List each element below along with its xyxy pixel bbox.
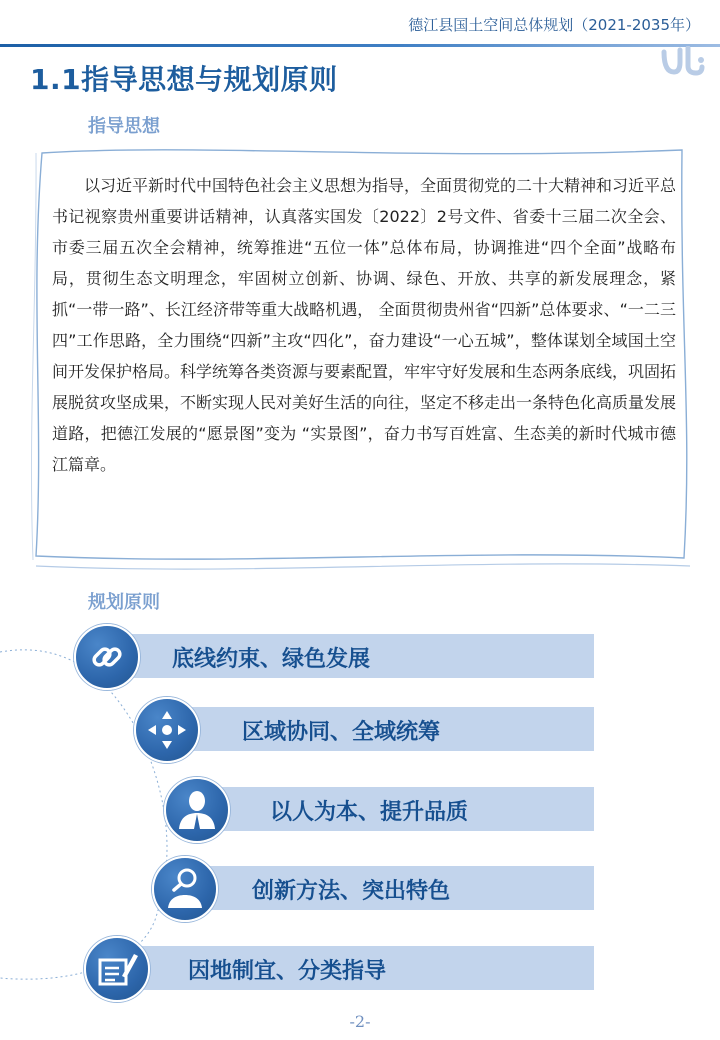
principle-label-3: 以人为本、提升品质: [270, 800, 469, 825]
principles-heading: 规划原则: [88, 592, 160, 613]
document-pen-icon: [84, 936, 150, 1002]
page-number: -2-: [349, 1012, 371, 1031]
guiding-heading: 指导思想: [88, 116, 160, 137]
search-person-icon: [152, 856, 218, 922]
arrows-icon: [134, 697, 200, 763]
guiding-body: 以习近平新时代中国特色社会主义思想为指导，全面贯彻党的二十大精神和习近平总书记视察贵州重要讲话精神，认真落实国发〔2022〕2号文件、省委十三届二次全会、市委三届五次全会精神，统筹推进“五位一体”总体布局，协调推进“四个全面”战略布局，贯彻生态文明理念，牢固树立创新、协调、绿色、开放、共享的新发展理念，紧抓“一带一路”、长江经济带等重大战略机遇， 全面贯彻贵州省“四新”总体要求、“一二三四”工作思路，全力围绕“四新”主攻“四化”，奋力建设“一心五城”，整体谋划全域国土空间开发保护格局。科学统筹各类资源与要素配置，牢牢守好发展和生态两条底线，巩固拓展脱贫攻坚成果，不断实现人民对美好生活的向往，坚定不移走出一条特色化高质量发展道路，把德江发展的“愿景图”变为 “实景图”，奋力书写百姓富、生态美的新时代城市德江篇章。: [52, 176, 677, 474]
document-header-title: 德江县国土空间总体规划（2021-2035年）: [408, 16, 700, 34]
link-icon: [74, 624, 140, 690]
section-title: 1.1指导思想与规划原则: [30, 63, 338, 96]
principle-label-5: 因地制宜、分类指导: [188, 959, 387, 984]
principle-label-2: 区域协同、全域统筹: [242, 720, 441, 745]
principle-label-4: 创新方法、突出特色: [252, 879, 451, 904]
principle-label-1: 底线约束、绿色发展: [172, 647, 371, 672]
person-icon: [164, 777, 230, 843]
